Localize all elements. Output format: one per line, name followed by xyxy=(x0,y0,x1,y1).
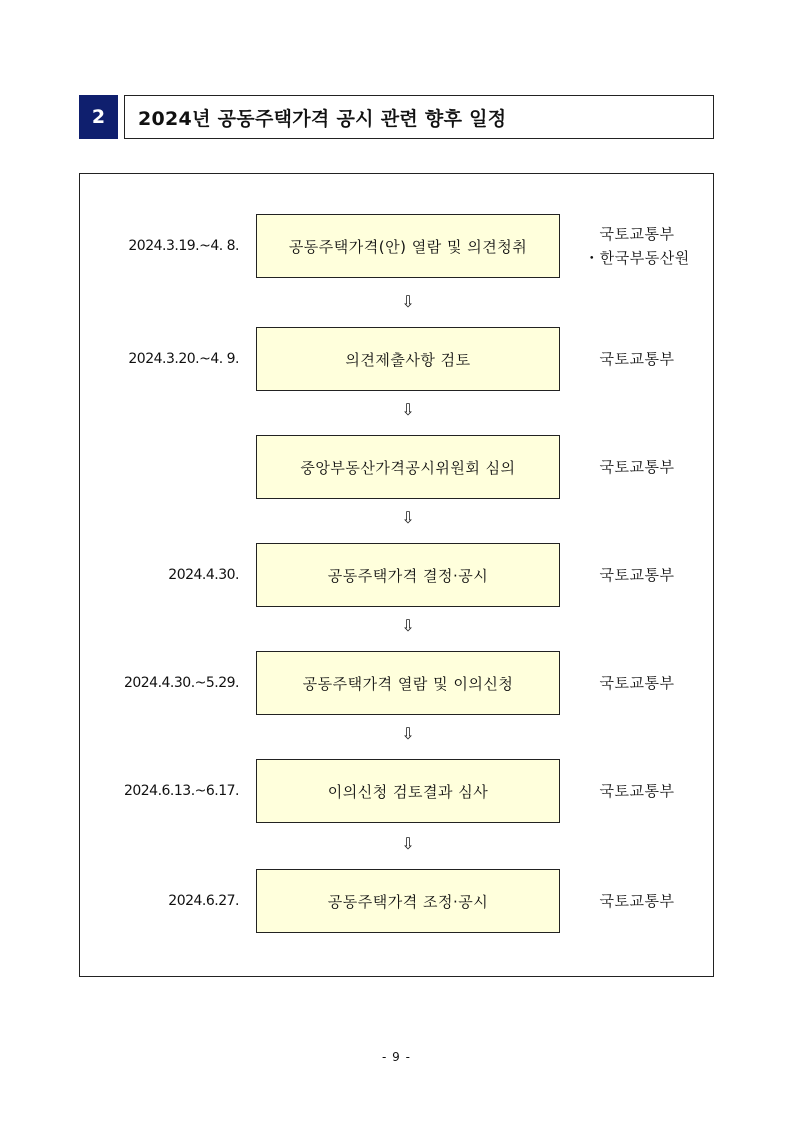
page-number: - 9 - xyxy=(382,1050,411,1064)
step-owner-line: 국토교통부 xyxy=(599,350,675,368)
step-task-box: 의견제출사항 검토 xyxy=(256,327,560,391)
step-task-box: 공동주택가격 결정·공시 xyxy=(256,543,560,607)
step-owner xyxy=(562,214,712,278)
schedule-step xyxy=(80,327,713,391)
step-owner-line: 국토교통부 xyxy=(599,892,675,910)
step-date: 2024.4.30.~5.29. xyxy=(123,675,239,691)
section-title: 2024년 공동주택가격 공시 관련 향후 일정 xyxy=(138,107,507,130)
schedule-step xyxy=(80,651,713,715)
schedule-step xyxy=(80,759,713,823)
step-task-box: 이의신청 검토결과 심사 xyxy=(256,759,560,823)
down-arrow-icon: ⇩ xyxy=(401,508,415,527)
step-date: 2024.3.20.~4. 9. xyxy=(128,351,239,367)
step-owner-line: 국토교통부 xyxy=(599,566,675,584)
step-owner-line: 국토교통부 xyxy=(599,674,675,692)
schedule-step xyxy=(80,543,713,607)
down-arrow-icon: ⇩ xyxy=(401,400,415,419)
step-owner-line: ・한국부동산원 xyxy=(584,249,690,267)
down-arrow-icon: ⇩ xyxy=(401,292,415,311)
down-arrow-icon: ⇩ xyxy=(401,834,415,853)
step-date: 2024.3.19.~4. 8. xyxy=(128,238,239,254)
step-date: 2024.6.27. xyxy=(168,893,239,909)
section-title-box xyxy=(124,95,714,139)
step-owner xyxy=(562,651,712,715)
step-owner-line: 국토교통부 xyxy=(599,225,675,243)
schedule-step xyxy=(80,214,713,278)
step-date: 2024.4.30. xyxy=(168,567,239,583)
schedule-step xyxy=(80,869,713,933)
down-arrow-icon: ⇩ xyxy=(401,616,415,635)
step-owner xyxy=(562,435,712,499)
schedule-step xyxy=(80,435,713,499)
section-header xyxy=(79,95,714,139)
step-owner xyxy=(562,327,712,391)
step-owner-line: 국토교통부 xyxy=(599,458,675,476)
step-task-box: 중앙부동산가격공시위원회 심의 xyxy=(256,435,560,499)
step-owner xyxy=(562,759,712,823)
step-owner-line: 국토교통부 xyxy=(599,782,675,800)
section-number-badge: 2 xyxy=(79,95,118,139)
step-owner xyxy=(562,869,712,933)
step-owner xyxy=(562,543,712,607)
step-task-box: 공동주택가격 조정·공시 xyxy=(256,869,560,933)
step-date: 2024.6.13.~6.17. xyxy=(123,783,239,799)
step-task-box: 공동주택가격 열람 및 이의신청 xyxy=(256,651,560,715)
schedule-flowchart xyxy=(79,173,714,977)
down-arrow-icon: ⇩ xyxy=(401,724,415,743)
step-task-box: 공동주택가격(안) 열람 및 의견청취 xyxy=(256,214,560,278)
